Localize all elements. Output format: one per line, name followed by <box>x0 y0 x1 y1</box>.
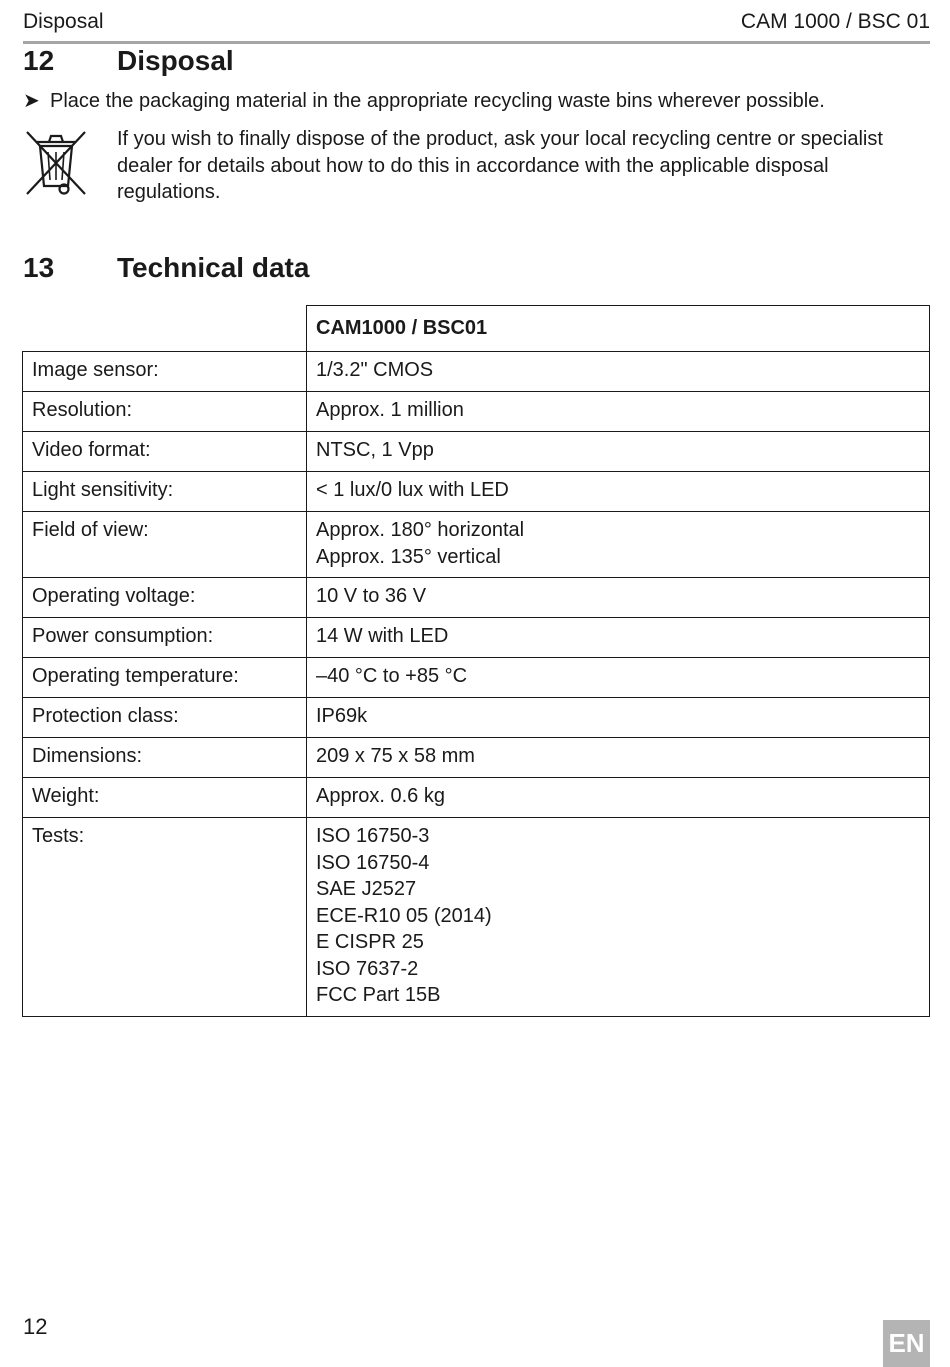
spec-value <box>307 818 930 1017</box>
spec-value <box>307 392 930 432</box>
table-row <box>23 658 930 698</box>
spec-label: Video format: <box>23 432 307 472</box>
table-row <box>23 618 930 658</box>
spec-value-line: IP69k <box>316 705 368 727</box>
section-12-number: 12 <box>23 45 55 76</box>
table-row <box>23 432 930 472</box>
table-row <box>23 472 930 512</box>
table-row <box>23 778 930 818</box>
spec-value <box>307 738 930 778</box>
spec-value-line: SAE J2527 <box>316 878 417 900</box>
page-header-model: CAM 1000 / BSC 01 <box>740 10 930 33</box>
packaging-bullet <box>23 88 928 113</box>
spec-value-line: Approx. 135° vertical <box>316 545 501 568</box>
spec-value <box>307 578 930 618</box>
spec-label: Weight: <box>23 778 307 818</box>
spec-value-line: < 1 lux/0 lux with LED <box>316 479 509 501</box>
spec-label: Light sensitivity: <box>23 472 307 512</box>
language-badge: EN <box>883 1320 930 1367</box>
section-13-title: Technical data <box>117 252 310 283</box>
bullet-arrow-icon: ➤ <box>23 90 40 112</box>
header-rule <box>23 41 930 44</box>
spec-value-line: 1/3.2" CMOS <box>316 359 434 381</box>
section-13-number: 13 <box>23 252 55 283</box>
spec-value <box>307 698 930 738</box>
spec-value <box>307 432 930 472</box>
spec-value-line: 209 x 75 x 58 mm <box>316 745 475 767</box>
spec-label: Protection class: <box>23 698 307 738</box>
spec-value-line: Approx. 180° horizontal <box>316 519 525 541</box>
crossed-out-wheelie-bin-icon <box>23 128 89 198</box>
spec-value-line: FCC Part 15B <box>316 984 441 1006</box>
table-row <box>23 818 930 1017</box>
table-header-blank <box>23 306 307 352</box>
spec-label: Resolution: <box>23 392 307 432</box>
spec-label: Field of view: <box>23 512 307 578</box>
spec-label: Tests: <box>23 818 307 1017</box>
table-row <box>23 698 930 738</box>
spec-value-line: ISO 16750-3 <box>316 825 430 847</box>
page-header-section: Disposal <box>23 10 104 33</box>
spec-value-line: ISO 7637-2 <box>316 957 419 980</box>
spec-value-line: ISO 16750-4 <box>316 851 430 874</box>
spec-value <box>307 472 930 512</box>
disposal-note: If you wish to finally dispose of the product, ask your local recycling centre or specialist dealer for details about how to do this in accordance with the applicable disposal regulations. <box>117 128 883 203</box>
spec-value <box>307 778 930 818</box>
spec-value <box>307 512 930 578</box>
spec-label: Image sensor: <box>23 352 307 392</box>
table-header-model: CAM1000 / BSC01 <box>307 306 930 352</box>
spec-value <box>307 618 930 658</box>
spec-label: Power consumption: <box>23 618 307 658</box>
spec-value <box>307 352 930 392</box>
spec-value <box>307 658 930 698</box>
spec-value-line: E CISPR 25 <box>316 931 424 953</box>
table-header-row <box>23 306 930 352</box>
table-row <box>23 392 930 432</box>
spec-value-line: Approx. 0.6 kg <box>316 785 445 807</box>
table-row <box>23 352 930 392</box>
spec-label: Operating voltage: <box>23 578 307 618</box>
page-number: 12 <box>23 1314 48 1339</box>
table-row <box>23 738 930 778</box>
spec-value-line: 10 V to 36 V <box>316 585 427 607</box>
spec-label: Operating temperature: <box>23 658 307 698</box>
spec-value-line: 14 W with LED <box>316 625 449 647</box>
spec-value-line: –40 °C to +85 °C <box>316 665 468 687</box>
spec-value-line: ECE-R10 05 (2014) <box>316 904 492 927</box>
section-12-title: Disposal <box>117 45 234 76</box>
bullet-text: Place the packaging material in the appropriate recycling waste bins wherever possible. <box>50 90 825 112</box>
spec-value-line: Approx. 1 million <box>316 399 464 421</box>
spec-label: Dimensions: <box>23 738 307 778</box>
table-row <box>23 512 930 578</box>
technical-data-table <box>22 305 930 1017</box>
table-row <box>23 578 930 618</box>
spec-value-line: NTSC, 1 Vpp <box>316 439 434 461</box>
